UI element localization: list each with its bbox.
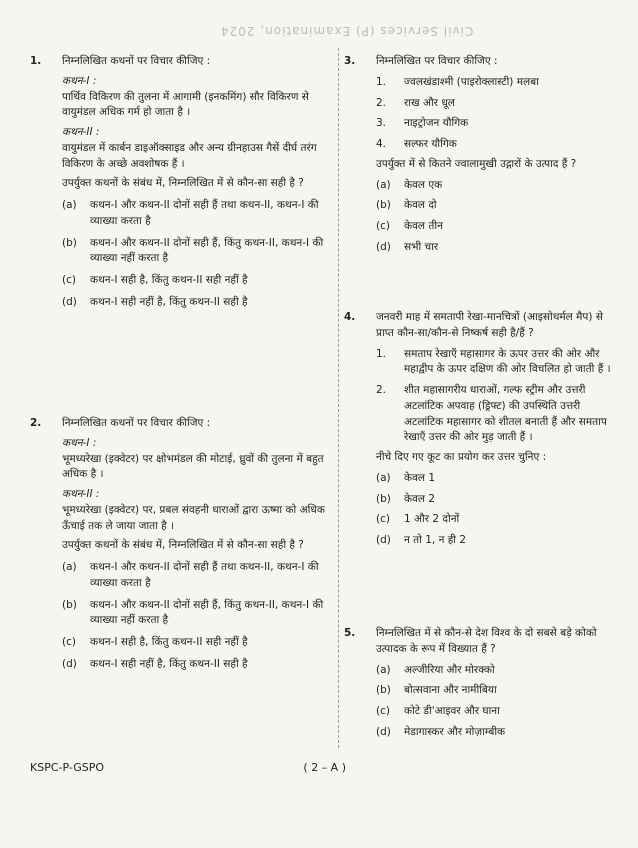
option-c[interactable] — [376, 219, 616, 235]
statement-2-text: वायुमंडल में कार्बन डाइऑक्साइड और अन्य ग्रीनहाउस गैसें दीर्घ तरंग विकिरण के अच्छे अवशोषक हैं । — [62, 141, 317, 170]
option-label: (b) — [376, 199, 391, 212]
option-text: कथन-I और कथन-II दोनों सही हैं तथा कथन-II, कथन-I की व्याख्या करता है — [90, 561, 319, 589]
option-d[interactable] — [62, 657, 328, 673]
item-text: राख और धूल — [404, 96, 455, 109]
option-text: केवल एक — [404, 178, 443, 191]
option-text: सभी चार — [404, 240, 439, 253]
question-number: 4. — [344, 311, 356, 323]
option-a[interactable] — [62, 198, 328, 230]
question-intro: जनवरी माह में समतापी रेखा-मानचित्रों (आइसोथर्मल मैप) से प्राप्त कौन-सा/कौन-से निष्कर्ष सही है/हैं ? — [376, 311, 603, 339]
option-text: कथन-I और कथन-II दोनों सही हैं, किंतु कथन-II, कथन-I की व्याख्या नहीं करता है — [90, 236, 324, 265]
statement-1-label: कथन-I : — [62, 74, 97, 87]
page-number: ( 2 – A ) — [303, 761, 346, 774]
option-text: बोत्सवाना और नामीबिया — [404, 684, 497, 697]
option-text: कथन-I सही नहीं है, किंतु कथन-II सही है — [90, 657, 248, 670]
option-label: (a) — [62, 561, 77, 573]
question-ask: नीचे दिए गए कूट का प्रयोग कर उत्तर चुनिए : — [376, 451, 547, 463]
statement-2-label: कथन-II : — [62, 488, 100, 500]
option-label: (c) — [376, 220, 390, 232]
option-a[interactable] — [62, 560, 328, 592]
question-intro: निम्नलिखित पर विचार कीजिए : — [376, 55, 498, 67]
option-label: (c) — [62, 274, 76, 286]
list-item — [376, 96, 616, 112]
question-intro: निम्नलिखित में से कौन-से देश विश्व के दो सबसे बड़े कोको उत्पादक के रूप में विख्यात हैं ? — [376, 627, 597, 655]
question-number: 3. — [344, 55, 356, 67]
statement-2-label: कथन-II : — [62, 126, 100, 138]
option-b[interactable] — [376, 198, 616, 214]
option-b[interactable] — [62, 598, 328, 630]
option-label: (b) — [62, 598, 77, 611]
list-item — [376, 137, 616, 153]
option-label: (a) — [376, 663, 391, 676]
option-text: केवल दो — [404, 199, 437, 212]
option-c[interactable] — [62, 635, 328, 651]
item-text: समताप रेखाएँ महासागर के ऊपर उत्तर की ओर और महाद्वीप के ऊपर दक्षिण की ओर विचलित हो जाती हैं । — [404, 347, 611, 376]
question-2 — [30, 416, 328, 673]
option-text: कथन-I सही है, किंतु कथन-II सही नहीं है — [90, 636, 248, 648]
question-number: 5. — [344, 627, 356, 639]
option-text: 1 और 2 दोनों — [404, 513, 460, 526]
booklet-code: KSPC-P-GSPO — [30, 761, 105, 774]
list-item — [376, 75, 616, 91]
option-label: (b) — [376, 492, 391, 505]
option-a[interactable] — [376, 471, 616, 487]
option-b[interactable] — [376, 683, 616, 699]
statement-1-label: कथन-I : — [62, 436, 97, 449]
option-label: (a) — [376, 178, 391, 191]
option-d[interactable] — [376, 533, 616, 549]
item-label: 3. — [376, 117, 387, 130]
option-b[interactable] — [62, 236, 328, 268]
item-label: 4. — [376, 138, 387, 150]
question-ask: उपर्युक्त कथनों के संबंध में, निम्नलिखित में से कौन-सा सही है ? — [62, 177, 304, 190]
option-label: (b) — [376, 684, 391, 697]
option-text: कथन-I सही नहीं है, किंतु कथन-II सही है — [90, 295, 248, 308]
statement-2-text: भूमध्यरेखा (इक्वेटर) पर, प्रबल संवहनी धाराओं द्वारा ऊष्मा को अधिक ऊँचाई तक ले जाया जाता है । — [62, 503, 325, 532]
option-label: (c) — [376, 705, 390, 717]
option-text: कथन-I और कथन-II दोनों सही हैं तथा कथन-II, कथन-I की व्याख्या करता है — [90, 199, 319, 227]
option-label: (d) — [376, 240, 391, 253]
option-c[interactable] — [62, 273, 328, 289]
page-footer — [30, 760, 346, 777]
question-ask: उपर्युक्त में से कितने ज्वालामुखी उद्गारों के उत्पाद हैं ? — [376, 157, 577, 170]
option-label: (c) — [376, 513, 390, 526]
option-c[interactable] — [376, 512, 616, 528]
option-c[interactable] — [376, 704, 616, 720]
option-text: न तो 1, न ही 2 — [404, 534, 467, 546]
option-label: (c) — [62, 636, 76, 648]
option-text: केवल तीन — [404, 220, 443, 232]
option-text: अल्जीरिया और मोरक्को — [404, 663, 495, 676]
option-text: कथन-I सही है, किंतु कथन-II सही नहीं है — [90, 274, 248, 286]
question-number: 1. — [30, 55, 42, 67]
item-text: नाइट्रोजन यौगिक — [404, 117, 469, 130]
question-1 — [30, 54, 328, 311]
option-text: मेडागास्कर और मोज़ाम्बीक — [404, 725, 506, 738]
option-a[interactable] — [376, 663, 616, 679]
item-label: 2. — [376, 384, 387, 396]
option-label: (a) — [376, 471, 391, 484]
option-label: (d) — [376, 725, 391, 738]
option-label: (d) — [62, 657, 77, 670]
option-text: कथन-I और कथन-II दोनों सही हैं, किंतु कथन-II, कथन-I की व्याख्या नहीं करता है — [90, 598, 324, 627]
question-number: 2. — [30, 417, 42, 429]
question-5 — [344, 626, 616, 741]
item-text: ज्वलखंडाश्मी (पाइरोक्लास्टी) मलबा — [404, 75, 539, 88]
question-ask: उपर्युक्त कथनों के संबंध में, निम्नलिखित में से कौन-सा सही है ? — [62, 539, 304, 552]
option-d[interactable] — [376, 725, 616, 741]
option-d[interactable] — [62, 295, 328, 311]
option-text: केवल 2 — [404, 492, 436, 505]
item-text: शीत महासागरीय धाराओं, गल्फ स्ट्रीम और उत्तरी अटलांटिक अपवाह (ड्रिफ्ट) की उपस्थिति उत्तरी अटलांटिक महासागर को शीतल बनाती हैं और समताप रेखाएँ उत्तर की ओर मुड़ जाती हैं । — [404, 384, 607, 444]
watermark: Civil Services (P) Examination, 2024 — [220, 24, 474, 38]
option-text: कोटे डी'आइवर और घाना — [404, 705, 500, 717]
option-label: (d) — [376, 534, 391, 546]
option-label: (a) — [62, 199, 77, 211]
column-divider — [338, 48, 339, 748]
statement-1-text: भूमध्यरेखा (इक्वेटर) पर क्षोभमंडल की मोटाई, ध्रुवों की तुलना में बहुत अधिक है । — [62, 452, 324, 481]
item-label: 1. — [376, 75, 387, 88]
list-item — [376, 383, 616, 446]
option-d[interactable] — [376, 240, 616, 256]
question-intro: निम्नलिखित कथनों पर विचार कीजिए : — [62, 417, 211, 429]
statement-1-text: पार्थिव विकिरण की तुलना में आगामी (इनकमिंग) सौर विकिरण से वायुमंडल अधिक गर्म हो जाता है । — [62, 90, 309, 119]
option-b[interactable] — [376, 492, 616, 508]
option-label: (d) — [62, 295, 77, 308]
item-label: 2. — [376, 96, 387, 109]
question-3 — [344, 54, 616, 256]
list-item — [376, 116, 616, 132]
item-label: 1. — [376, 347, 387, 360]
option-a[interactable] — [376, 178, 616, 194]
item-text: सल्फर यौगिक — [404, 138, 457, 150]
option-label: (b) — [62, 236, 77, 249]
list-item — [376, 347, 616, 379]
question-4 — [344, 310, 616, 549]
question-intro: निम्नलिखित कथनों पर विचार कीजिए : — [62, 55, 211, 67]
option-text: केवल 1 — [404, 471, 436, 484]
